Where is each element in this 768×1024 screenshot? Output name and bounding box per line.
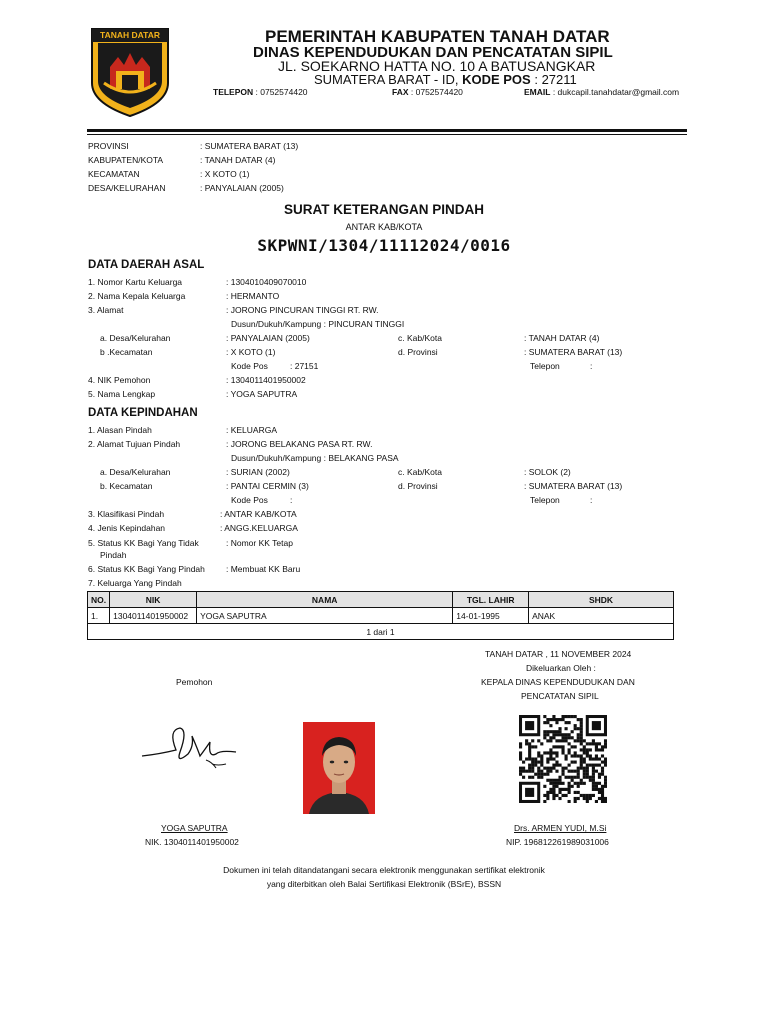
cell-nama: YOGA SAPUTRA <box>197 608 453 624</box>
table-footer-row <box>88 624 674 640</box>
fax-label: FAX <box>392 87 409 97</box>
header-address: JL. SOEKARNO HATTA NO. 10 A BATUSANGKAR <box>278 58 596 74</box>
pemohon-nik: NIK. 1304011401950002 <box>145 837 239 847</box>
pindah-prov-label: d. Provinsi <box>398 481 438 491</box>
pindah-alasan-label: 1. Alasan Pindah <box>88 425 152 435</box>
header-region-text: SUMATERA BARAT - ID, <box>314 72 459 87</box>
section-heading-kepindahan: DATA KEPINDAHAN <box>88 407 198 419</box>
asal-alamat-value: : JORONG PINCURAN TINGGI RT. RW. <box>226 305 379 315</box>
pindah-telepon-label: Telepon <box>530 495 560 505</box>
esign-notice: Dokumen ini telah ditandatangani secara elektronik menggunakan sertifikat elektronik <box>223 865 545 875</box>
region-kabupaten-label: KABUPATEN/KOTA <box>88 155 164 165</box>
asal-kec-value: : X KOTO (1) <box>226 347 276 357</box>
pindah-klasifikasi-label: 3. Klasifikasi Pindah <box>88 509 165 519</box>
asal-prov-label: d. Provinsi <box>398 347 438 357</box>
table-row <box>88 608 674 624</box>
region-desa-value: : PANYALAIAN (2005) <box>200 183 284 193</box>
pindah-kab-label: c. Kab/Kota <box>398 467 442 477</box>
cell-no: 1. <box>88 608 110 624</box>
asal-dusun: Dusun/Dukuh/Kampung : PINCURAN TINGGI <box>231 319 405 329</box>
page-count: 1 dari 1 <box>88 624 674 640</box>
regency-logo <box>88 25 172 119</box>
cell-nik: 1304011401950002 <box>110 608 197 624</box>
pindah-jenis-label: 4. Jenis Kepindahan <box>88 523 166 533</box>
region-kabupaten-value: : TANAH DATAR (4) <box>200 155 276 165</box>
asal-kodepos-label: Kode Pos <box>231 361 268 371</box>
header-region <box>314 72 577 87</box>
cell-tgl-lahir: 14-01-1995 <box>453 608 529 624</box>
header-email <box>524 87 679 97</box>
pindah-dusun: Dusun/Dukuh/Kampung : BELAKANG PASA <box>231 453 399 463</box>
col-header-nik: NIK <box>110 592 197 608</box>
col-header-no: NO. <box>88 592 110 608</box>
asal-telepon-label: Telepon <box>530 361 560 371</box>
header-government: PEMERINTAH KABUPATEN TANAH DATAR <box>265 27 610 46</box>
pindah-keluarga-label: 7. Keluarga Yang Pindah <box>88 578 182 588</box>
applicant-photo <box>303 722 375 814</box>
region-kecamatan-value: : X KOTO (1) <box>200 169 250 179</box>
region-provinsi-label: PROVINSI <box>88 141 129 151</box>
cell-shdk: ANAK <box>529 608 674 624</box>
esign-notice-cont: yang diterbitkan oleh Balai Sertifikasi Elektronik (BSrE), BSSN <box>266 879 502 889</box>
pindah-prov-value: : SUMATERA BARAT (13) <box>524 481 623 491</box>
col-header-nama: NAMA <box>197 592 453 608</box>
pindah-tujuan-label: 2. Alamat Tujuan Pindah <box>88 439 181 449</box>
pindah-tujuan-value: : JORONG BELAKANG PASA RT. RW. <box>226 439 373 449</box>
official-title: KEPALA DINAS KEPENDUDUKAN DAN <box>481 677 635 687</box>
asal-nik-label: 4. NIK Pemohon <box>88 375 151 385</box>
header-fax <box>392 87 463 97</box>
pindah-kodepos-value: : <box>290 495 293 505</box>
pindah-kec-value: : PANTAI CERMIN (3) <box>226 481 309 491</box>
section-heading-asal: DATA DAERAH ASAL <box>88 259 205 271</box>
official-name: Drs. ARMEN YUDI, M.Si <box>514 823 607 833</box>
pindah-kab-value: : SOLOK (2) <box>524 467 571 477</box>
header-telephone <box>213 87 308 97</box>
pemohon-label: Pemohon <box>176 677 213 687</box>
col-header-shdk: SHDK <box>529 592 674 608</box>
asal-nik-value: : 1304011401950002 <box>226 375 306 385</box>
pindah-status-tidak-label: 5. Status KK Bagi Yang Tidak <box>88 538 199 548</box>
region-provinsi-value: : SUMATERA BARAT (13) <box>200 141 299 151</box>
asal-alamat-label: 3. Alamat <box>88 305 124 315</box>
qr-code <box>519 715 607 803</box>
pindah-kec-label: b. Kecamatan <box>100 481 153 491</box>
official-title-cont: PENCATATAN SIPIL <box>521 691 599 701</box>
pindah-klasifikasi-value: : ANTAR KAB/KOTA <box>220 509 297 519</box>
pindah-desa-value: : SURIAN (2002) <box>226 467 290 477</box>
pindah-desa-label: a. Desa/Kelurahan <box>100 467 171 477</box>
asal-kab-value: : TANAH DATAR (4) <box>524 333 600 343</box>
document-title: SURAT KETERANGAN PINDAH <box>283 202 484 217</box>
issued-by: Dikeluarkan Oleh : <box>526 663 596 673</box>
fax-value: : 0752574420 <box>410 87 463 97</box>
place-date: TANAH DATAR , 11 NOVEMBER 2024 <box>485 649 632 659</box>
pindah-kodepos-label: Kode Pos <box>231 495 268 505</box>
applicant-signature <box>140 720 240 780</box>
asal-kk-value: : 1304010409070010 <box>226 277 307 287</box>
asal-kodepos-value: : 27151 <box>290 361 319 371</box>
pemohon-name: YOGA SAPUTRA <box>161 823 228 833</box>
asal-desa-label: a. Desa/Kelurahan <box>100 333 171 343</box>
pindah-status-tidak-label-cont: Pindah <box>100 550 127 560</box>
pindah-status-tidak-value: : Nomor KK Tetap <box>226 538 293 548</box>
telephone-label: TELEPON <box>213 87 254 97</box>
asal-nama-value: : YOGA SAPUTRA <box>226 389 298 399</box>
header-postcode-value: : 27211 <box>534 72 577 87</box>
family-table <box>87 591 674 640</box>
table-header-row <box>88 592 674 608</box>
email-label: EMAIL <box>524 87 551 97</box>
pindah-status-pindah-label: 6. Status KK Bagi Yang Pindah <box>88 564 205 574</box>
region-desa-label: DESA/KELURAHAN <box>88 183 166 193</box>
region-kecamatan-label: KECAMATAN <box>88 169 140 179</box>
asal-desa-value: : PANYALAIAN (2005) <box>226 333 310 343</box>
pindah-status-pindah-value: : Membuat KK Baru <box>226 564 301 574</box>
document-number: SKPWNI/1304/11112024/0016 <box>257 236 511 255</box>
asal-kab-label: c. Kab/Kota <box>398 333 442 343</box>
pindah-telepon-value: : <box>590 495 593 505</box>
asal-prov-value: : SUMATERA BARAT (13) <box>524 347 623 357</box>
header-rule-thin <box>87 134 687 135</box>
asal-kec-label: b .Kecamatan <box>100 347 153 357</box>
telephone-value: : 0752574420 <box>255 87 308 97</box>
asal-kepala-value: : HERMANTO <box>226 291 280 301</box>
official-nip: NIP. 196812261989031006 <box>506 837 609 847</box>
asal-kepala-label: 2. Nama Kepala Keluarga <box>88 291 186 301</box>
email-value: : dukcapil.tanahdatar@gmail.com <box>552 87 680 97</box>
pindah-alasan-value: : KELUARGA <box>226 425 278 435</box>
asal-nama-label: 5. Nama Lengkap <box>88 389 156 399</box>
header-rule-thick <box>87 129 687 132</box>
header-postcode-label: KODE POS <box>462 72 531 87</box>
logo-text: TANAH DATAR <box>100 30 160 40</box>
asal-kk-label: 1. Nomor Kartu Keluarga <box>88 277 183 287</box>
pindah-jenis-value: : ANGG.KELUARGA <box>220 523 298 533</box>
asal-telepon-value: : <box>590 361 593 371</box>
document-subtitle: ANTAR KAB/KOTA <box>345 222 423 232</box>
col-header-tgl-lahir: TGL. LAHIR <box>453 592 529 608</box>
header-agency: DINAS KEPENDUDUKAN DAN PENCATATAN SIPIL <box>253 44 613 61</box>
